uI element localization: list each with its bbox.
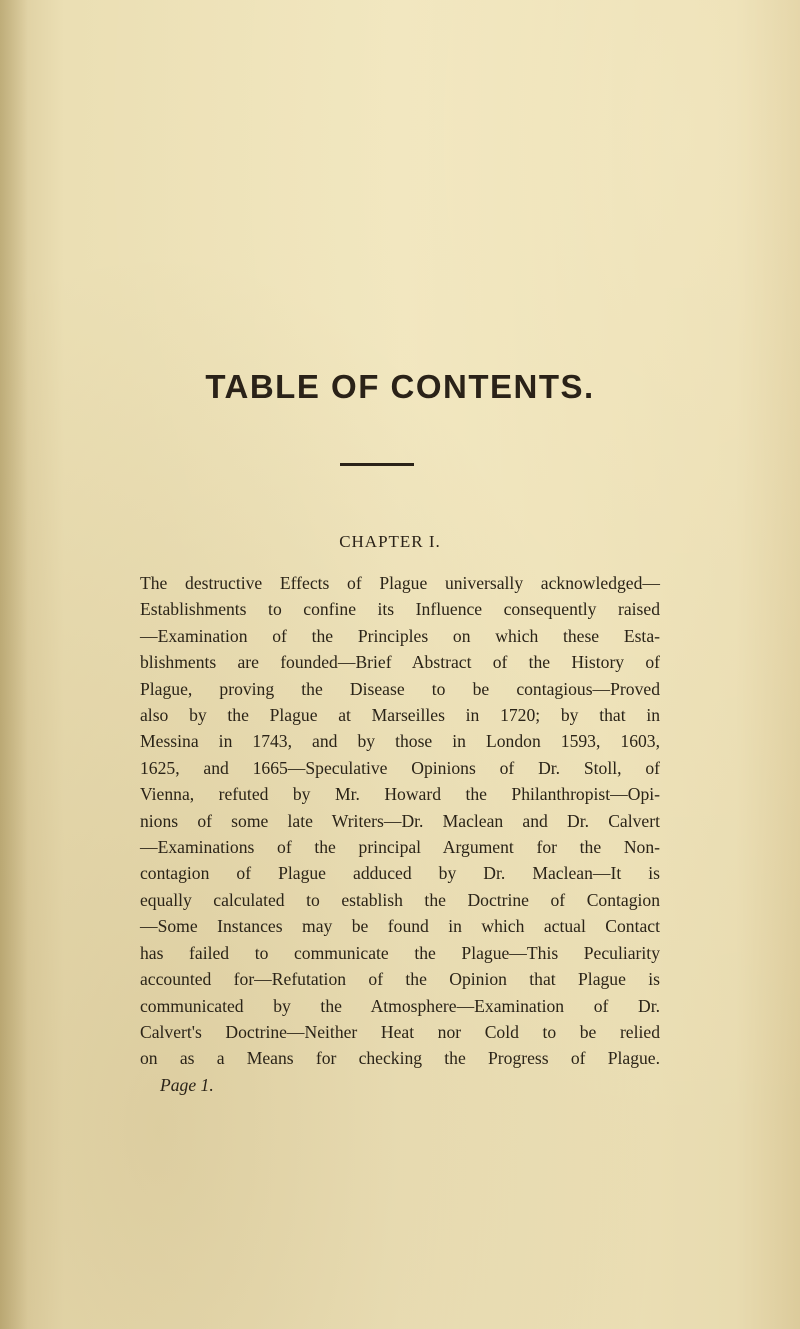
summary-line: Plague, proving the Disease to be contagious—Proved bbox=[140, 678, 660, 699]
page-reference: Page 1. bbox=[160, 1074, 214, 1095]
summary-line: Calvert's Doctrine—Neither Heat nor Cold to be relied bbox=[140, 1021, 660, 1042]
page-edge-shadow bbox=[0, 0, 28, 1329]
summary-line: The destructive Effects of Plague universally acknowledged— bbox=[140, 573, 660, 593]
summary-line: contagion of Plague adduced by Dr. Maclean—It is bbox=[140, 863, 660, 884]
summary-line: equally calculated to establish the Doctrine of Contagion bbox=[140, 889, 660, 910]
chapter-heading: CHAPTER I. bbox=[339, 532, 441, 551]
summary-line: Establishments to confine its Influence consequently raised bbox=[140, 599, 660, 620]
summary-line: nions of some late Writers—Dr. Maclean and Dr. Calvert bbox=[140, 810, 660, 831]
summary-line: has failed to communicate the Plague—This Peculiarity bbox=[140, 942, 660, 963]
summary-line: blishments are founded—Brief Abstract of the History of bbox=[140, 652, 660, 673]
title-rule bbox=[340, 463, 414, 466]
summary-line: communicated by the Atmosphere—Examination of Dr. bbox=[140, 995, 660, 1016]
summary-line: Vienna, refuted by Mr. Howard the Philanthropist—Opi- bbox=[140, 784, 660, 805]
summary-line: Messina in 1743, and by those in London 1593, 1603, bbox=[140, 731, 660, 752]
summary-line: on as a Means for checking the Progress of Plague. bbox=[140, 1048, 660, 1069]
summary-line: —Some Instances may be found in which actual Contact bbox=[140, 916, 660, 937]
page-title: TABLE OF CONTENTS. bbox=[205, 368, 595, 405]
chapter-summary bbox=[140, 570, 660, 1098]
summary-line: also by the Plague at Marseilles in 1720; by that in bbox=[140, 705, 660, 726]
summary-line: 1625, and 1665—Speculative Opinions of Dr. Stoll, of bbox=[140, 757, 660, 778]
summary-line: accounted for—Refutation of the Opinion that Plague is bbox=[140, 969, 660, 990]
summary-line: —Examinations of the principal Argument for the Non- bbox=[140, 837, 660, 858]
summary-line: —Examination of the Principles on which these Esta- bbox=[140, 625, 660, 646]
